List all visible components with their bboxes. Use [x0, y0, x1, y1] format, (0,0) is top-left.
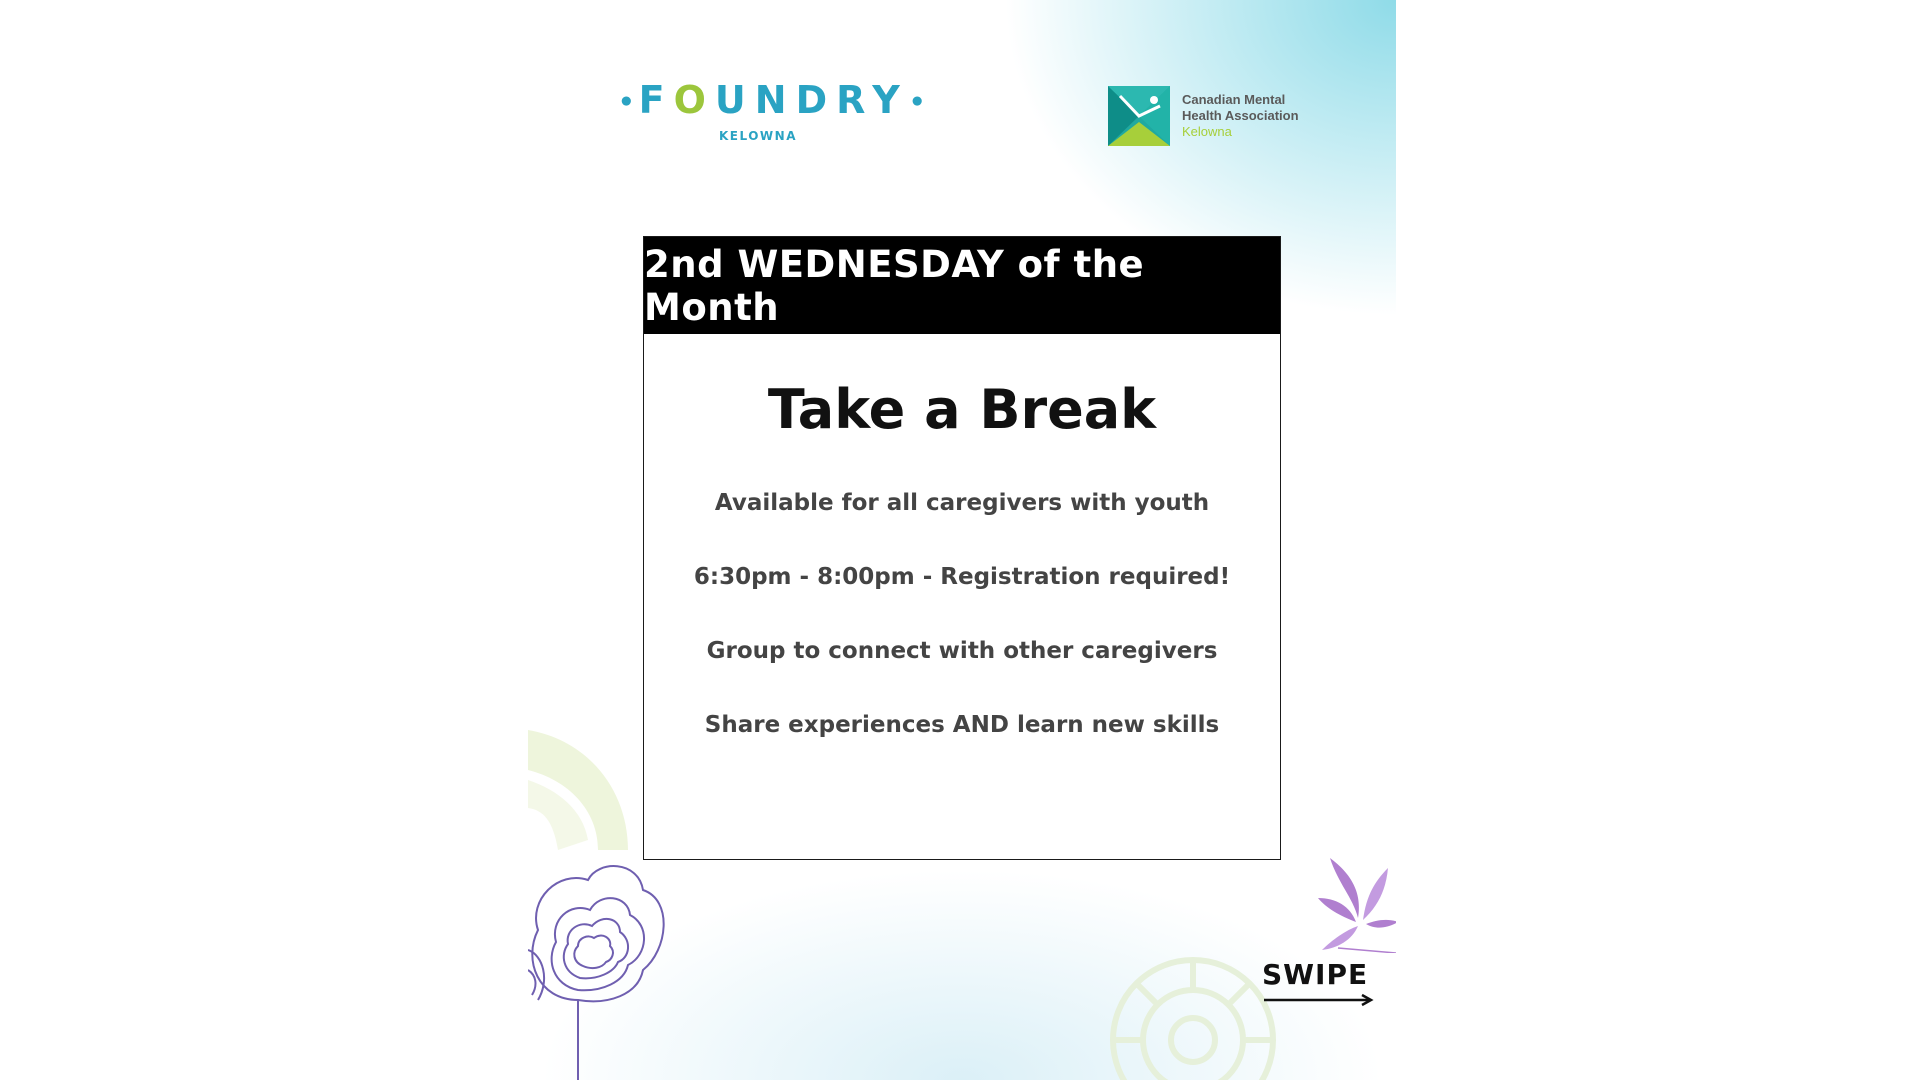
- tree-decoration-icon: [528, 720, 678, 1080]
- event-card: [643, 236, 1281, 860]
- event-title: Take a Break: [767, 378, 1157, 441]
- mandala-decoration-icon: [1103, 950, 1283, 1080]
- cmha-emblem-icon: [1108, 86, 1170, 146]
- detail-line: Share experiences AND learn new skills: [704, 712, 1220, 738]
- detail-line: Available for all caregivers with youth: [714, 490, 1210, 516]
- leaf-decoration-icon: [1318, 858, 1396, 953]
- foundry-location: KELOWNA: [719, 128, 797, 143]
- foundry-logo: [618, 78, 930, 143]
- detail-line: 6:30pm - 8:00pm - Registration required!: [693, 564, 1231, 590]
- foundry-wordmark: •FOUNDRY•: [618, 78, 930, 122]
- swipe-label: SWIPE: [1262, 958, 1369, 991]
- cmha-city: Kelowna: [1182, 124, 1232, 139]
- poster: [528, 0, 1396, 1080]
- event-details: [644, 489, 1280, 785]
- cmha-line-2: Health Association: [1182, 108, 1299, 123]
- cmha-logo: [1108, 86, 1299, 146]
- arrow-right-icon: [1262, 993, 1374, 1007]
- cmha-line-1: Canadian Mental: [1182, 92, 1286, 107]
- detail-line: Group to connect with other caregivers: [706, 638, 1218, 664]
- swipe-indicator: [1262, 958, 1372, 1007]
- card-header: 2nd WEDNESDAY of the Month: [644, 237, 1280, 334]
- cmha-name: [1182, 92, 1299, 140]
